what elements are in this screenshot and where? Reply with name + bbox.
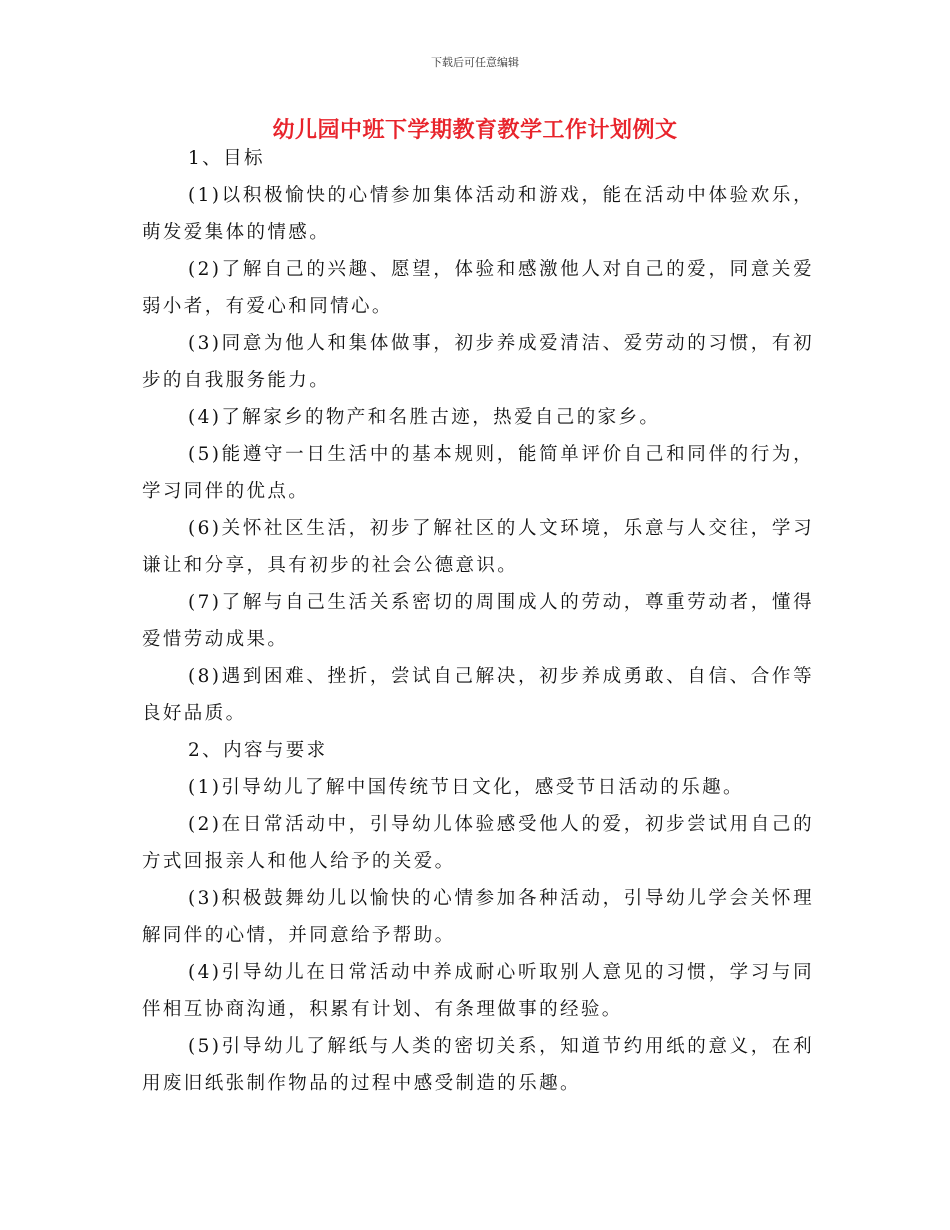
header-note: 下载后可任意编辑 bbox=[431, 56, 519, 69]
content-item-2: (2)在日常活动中，引导幼儿体验感受他人的爱，初步尝试用自己的方式回报亲人和他人给予的关爱。 bbox=[142, 814, 814, 872]
goal-item-1: (1)以积极愉快的心情参加集体活动和游戏，能在活动中体验欢乐，萌发爱集体的情感。 bbox=[142, 185, 814, 243]
goal-item-6: (6)关怀社区生活，初步了解社区的人文环境，乐意与人交往，学习谦让和分享，具有初步的社会公德意识。 bbox=[142, 518, 814, 576]
content-item-3: (3)积极鼓舞幼儿以愉快的心情参加各种活动，引导幼儿学会关怀理解同伴的心情，并同意给予帮助。 bbox=[142, 888, 814, 946]
content-item-4: (4)引导幼儿在日常活动中养成耐心听取别人意见的习惯，学习与同伴相互协商沟通，积累有计划、有条理做事的经验。 bbox=[142, 962, 814, 1020]
content-item-1: (1)引导幼儿了解中国传统节日文化，感受节日活动的乐趣。 bbox=[188, 777, 744, 798]
section-heading-content: 2、内容与要求 bbox=[188, 740, 328, 761]
document-body bbox=[142, 140, 814, 1102]
content-item-5: (5)引导幼儿了解纸与人类的密切关系，知道节约用纸的意义，在利用废旧纸张制作物品的过程中感受制造的乐趣。 bbox=[142, 1036, 814, 1094]
goal-item-3: (3)同意为他人和集体做事，初步养成爱清洁、爱劳动的习惯，有初步的自我服务能力。 bbox=[142, 333, 814, 391]
goal-item-7: (7)了解与自己生活关系密切的周围成人的劳动，尊重劳动者，懂得爱惜劳动成果。 bbox=[142, 592, 814, 650]
goal-item-2: (2)了解自己的兴趣、愿望，体验和感激他人对自己的爱，同意关爱弱小者，有爱心和同情心。 bbox=[142, 259, 814, 317]
goal-item-4: (4)了解家乡的物产和名胜古迹，热爱自己的家乡。 bbox=[188, 407, 661, 428]
goal-item-5: (5)能遵守一日生活中的基本规则，能简单评价自己和同伴的行为，学习同伴的优点。 bbox=[142, 444, 814, 502]
goal-item-8: (8)遇到困难、挫折，尝试自己解决，初步养成勇敢、自信、合作等良好品质。 bbox=[142, 666, 814, 724]
document-title: 幼儿园中班下学期教育教学工作计划例文 bbox=[272, 118, 678, 143]
section-heading-goals: 1、目标 bbox=[188, 148, 265, 169]
